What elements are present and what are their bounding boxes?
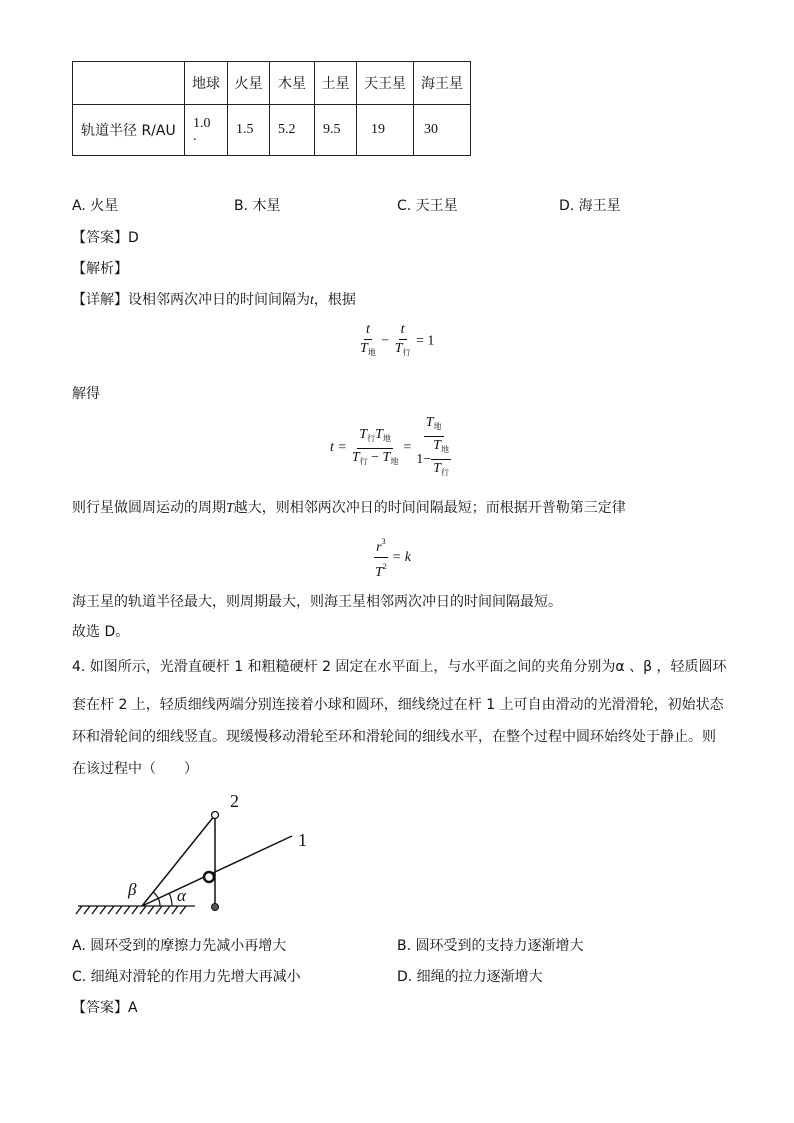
subscript: 地	[433, 422, 442, 431]
eq-rhs: = k	[391, 549, 411, 565]
minus-sign: −	[423, 451, 432, 467]
minus-sign: −	[371, 449, 380, 465]
fraction	[358, 321, 378, 362]
table-cell: 1.5	[228, 105, 270, 156]
table-header-cell: 天王星	[357, 62, 414, 105]
reason-text: 则行星做圆周运动的周期	[72, 500, 226, 516]
frac-den: T	[360, 341, 368, 356]
angle-alpha-arc	[169, 893, 172, 906]
pulley	[204, 872, 214, 882]
frac-num: t	[399, 321, 407, 340]
answer-tag: 【答案】	[72, 1000, 128, 1016]
var-r: r	[376, 540, 382, 555]
table-header-cell: 火星	[228, 62, 270, 105]
q4-option-a: A. 圆环受到的摩擦力先减小再增大	[72, 938, 287, 954]
equals-sign: =	[403, 440, 412, 455]
q4-option-b: B. 圆环受到的支持力逐渐增大	[397, 938, 584, 954]
table-header-row	[73, 62, 471, 105]
frac-num: t	[364, 321, 372, 340]
var-t: T	[375, 426, 383, 442]
ground-hatch	[76, 906, 195, 914]
subscript: 地	[440, 445, 449, 454]
rod-2-label: 2	[230, 791, 239, 811]
var-t: T	[359, 426, 368, 442]
equation-kepler	[373, 533, 411, 582]
q3-option-b: B. 木星	[234, 198, 281, 214]
orbit-radius-table	[72, 61, 471, 156]
var-t: T	[425, 415, 434, 430]
frac-den: T	[394, 341, 403, 356]
subscript: 地	[382, 433, 391, 443]
table-cell: 5.2	[270, 105, 315, 156]
table-header-cell: 土星	[315, 62, 357, 105]
detail-tag: 【详解】	[72, 292, 128, 308]
fraction	[414, 414, 453, 482]
reason-line	[72, 497, 626, 517]
minus-sign: −	[381, 333, 390, 349]
equals-one: = 1	[416, 333, 435, 349]
var-t: T	[433, 461, 441, 476]
fraction	[373, 533, 389, 582]
table-cell: 30	[414, 105, 471, 156]
fraction	[393, 321, 413, 362]
earth-value-top: 1.0	[193, 116, 211, 131]
q3-detail	[72, 289, 356, 309]
q4-option-c: C. 细绳对滑轮的作用力先增大再减小	[72, 969, 301, 985]
rod-1	[142, 836, 292, 906]
table-row	[73, 105, 471, 156]
table-header-cell: 木星	[270, 62, 315, 105]
table-cell: 9.5	[315, 105, 357, 156]
q3-option-a: A. 火星	[72, 198, 119, 214]
one: 1	[416, 451, 424, 467]
table-cell: 19	[357, 105, 414, 156]
ball	[212, 904, 219, 911]
var-t: T	[375, 565, 383, 580]
table-row-label: 轨道半径 R/AU	[73, 105, 185, 156]
q4-line-4: 在该过程中（ ）	[72, 761, 198, 777]
subscript: 行	[367, 433, 376, 443]
detail-text: 设相邻两次冲日的时间间隔为	[128, 292, 310, 308]
ring	[212, 812, 219, 819]
q4-line-3: 环和滑轮间的细线竖直。现缓慢移动滑轮至环和滑轮间的细线水平，在整个过程中圆环始终处于静止。则	[72, 729, 716, 745]
earth-value-bottom: .	[193, 129, 197, 144]
q4-line-2: 套在杆 2 上，轻质细线两端分别连接着小球和圆环，细线绕过在杆 1 上可自由滑动的光滑滑轮，初始状态	[72, 697, 724, 713]
q3-option-d: D. 海王星	[559, 198, 621, 214]
rod-1-label: 1	[298, 830, 307, 850]
detail-text-2: ，根据	[313, 292, 356, 308]
var-t: T	[433, 438, 441, 453]
var-t: T	[382, 449, 391, 465]
table-header-cell: 海王星	[414, 62, 471, 105]
rod-diagram	[70, 788, 330, 923]
q3-option-c: C. 天王星	[397, 198, 458, 214]
subscript: 地	[367, 348, 376, 357]
eq-lhs: t =	[330, 440, 347, 455]
var-t: T	[351, 449, 360, 465]
equation-solution	[330, 414, 453, 482]
detail-var: t	[310, 293, 314, 308]
fraction	[350, 426, 401, 471]
subscript: 地	[390, 456, 399, 466]
answer-value: D	[128, 230, 139, 246]
reason-text-2: 越大，则相邻两次冲日的时间间隔最短；而根据开普勒第三定律	[233, 500, 626, 516]
fraction	[431, 437, 451, 482]
table-header-cell: 地球	[185, 62, 228, 105]
alpha-label: α	[177, 886, 186, 905]
answer-value: A	[128, 1000, 138, 1016]
table-header-cell	[73, 62, 185, 105]
reason-var: T	[226, 501, 234, 516]
answer-tag: 【答案】	[72, 230, 128, 246]
q4-option-d: D. 细绳的拉力逐渐增大	[397, 969, 543, 985]
subscript: 行	[402, 348, 411, 357]
table-cell-earth	[185, 105, 228, 156]
equation-synodic	[358, 321, 434, 362]
q4-line-1: 4. 如图所示，光滑直硬杆 1 和粗糙硬杆 2 固定在水平面上，与水平面之间的夹角分别为α 、β ，轻质圆环	[72, 659, 727, 675]
subscript: 行	[440, 468, 449, 477]
conclusion-line: 海王星的轨道半径最大，则周期最大，则海王星相邻两次冲日的时间间隔最短。	[72, 594, 562, 610]
q4-answer	[72, 997, 138, 1017]
solve-label: 解得	[72, 386, 100, 402]
exponent: 3	[381, 537, 386, 546]
q3-answer	[72, 227, 139, 247]
subscript: 行	[359, 456, 368, 466]
exponent: 2	[382, 562, 387, 571]
final-line: 故选 D。	[72, 624, 130, 640]
q3-analysis-tag: 【解析】	[72, 261, 128, 277]
beta-label: β	[128, 880, 137, 899]
